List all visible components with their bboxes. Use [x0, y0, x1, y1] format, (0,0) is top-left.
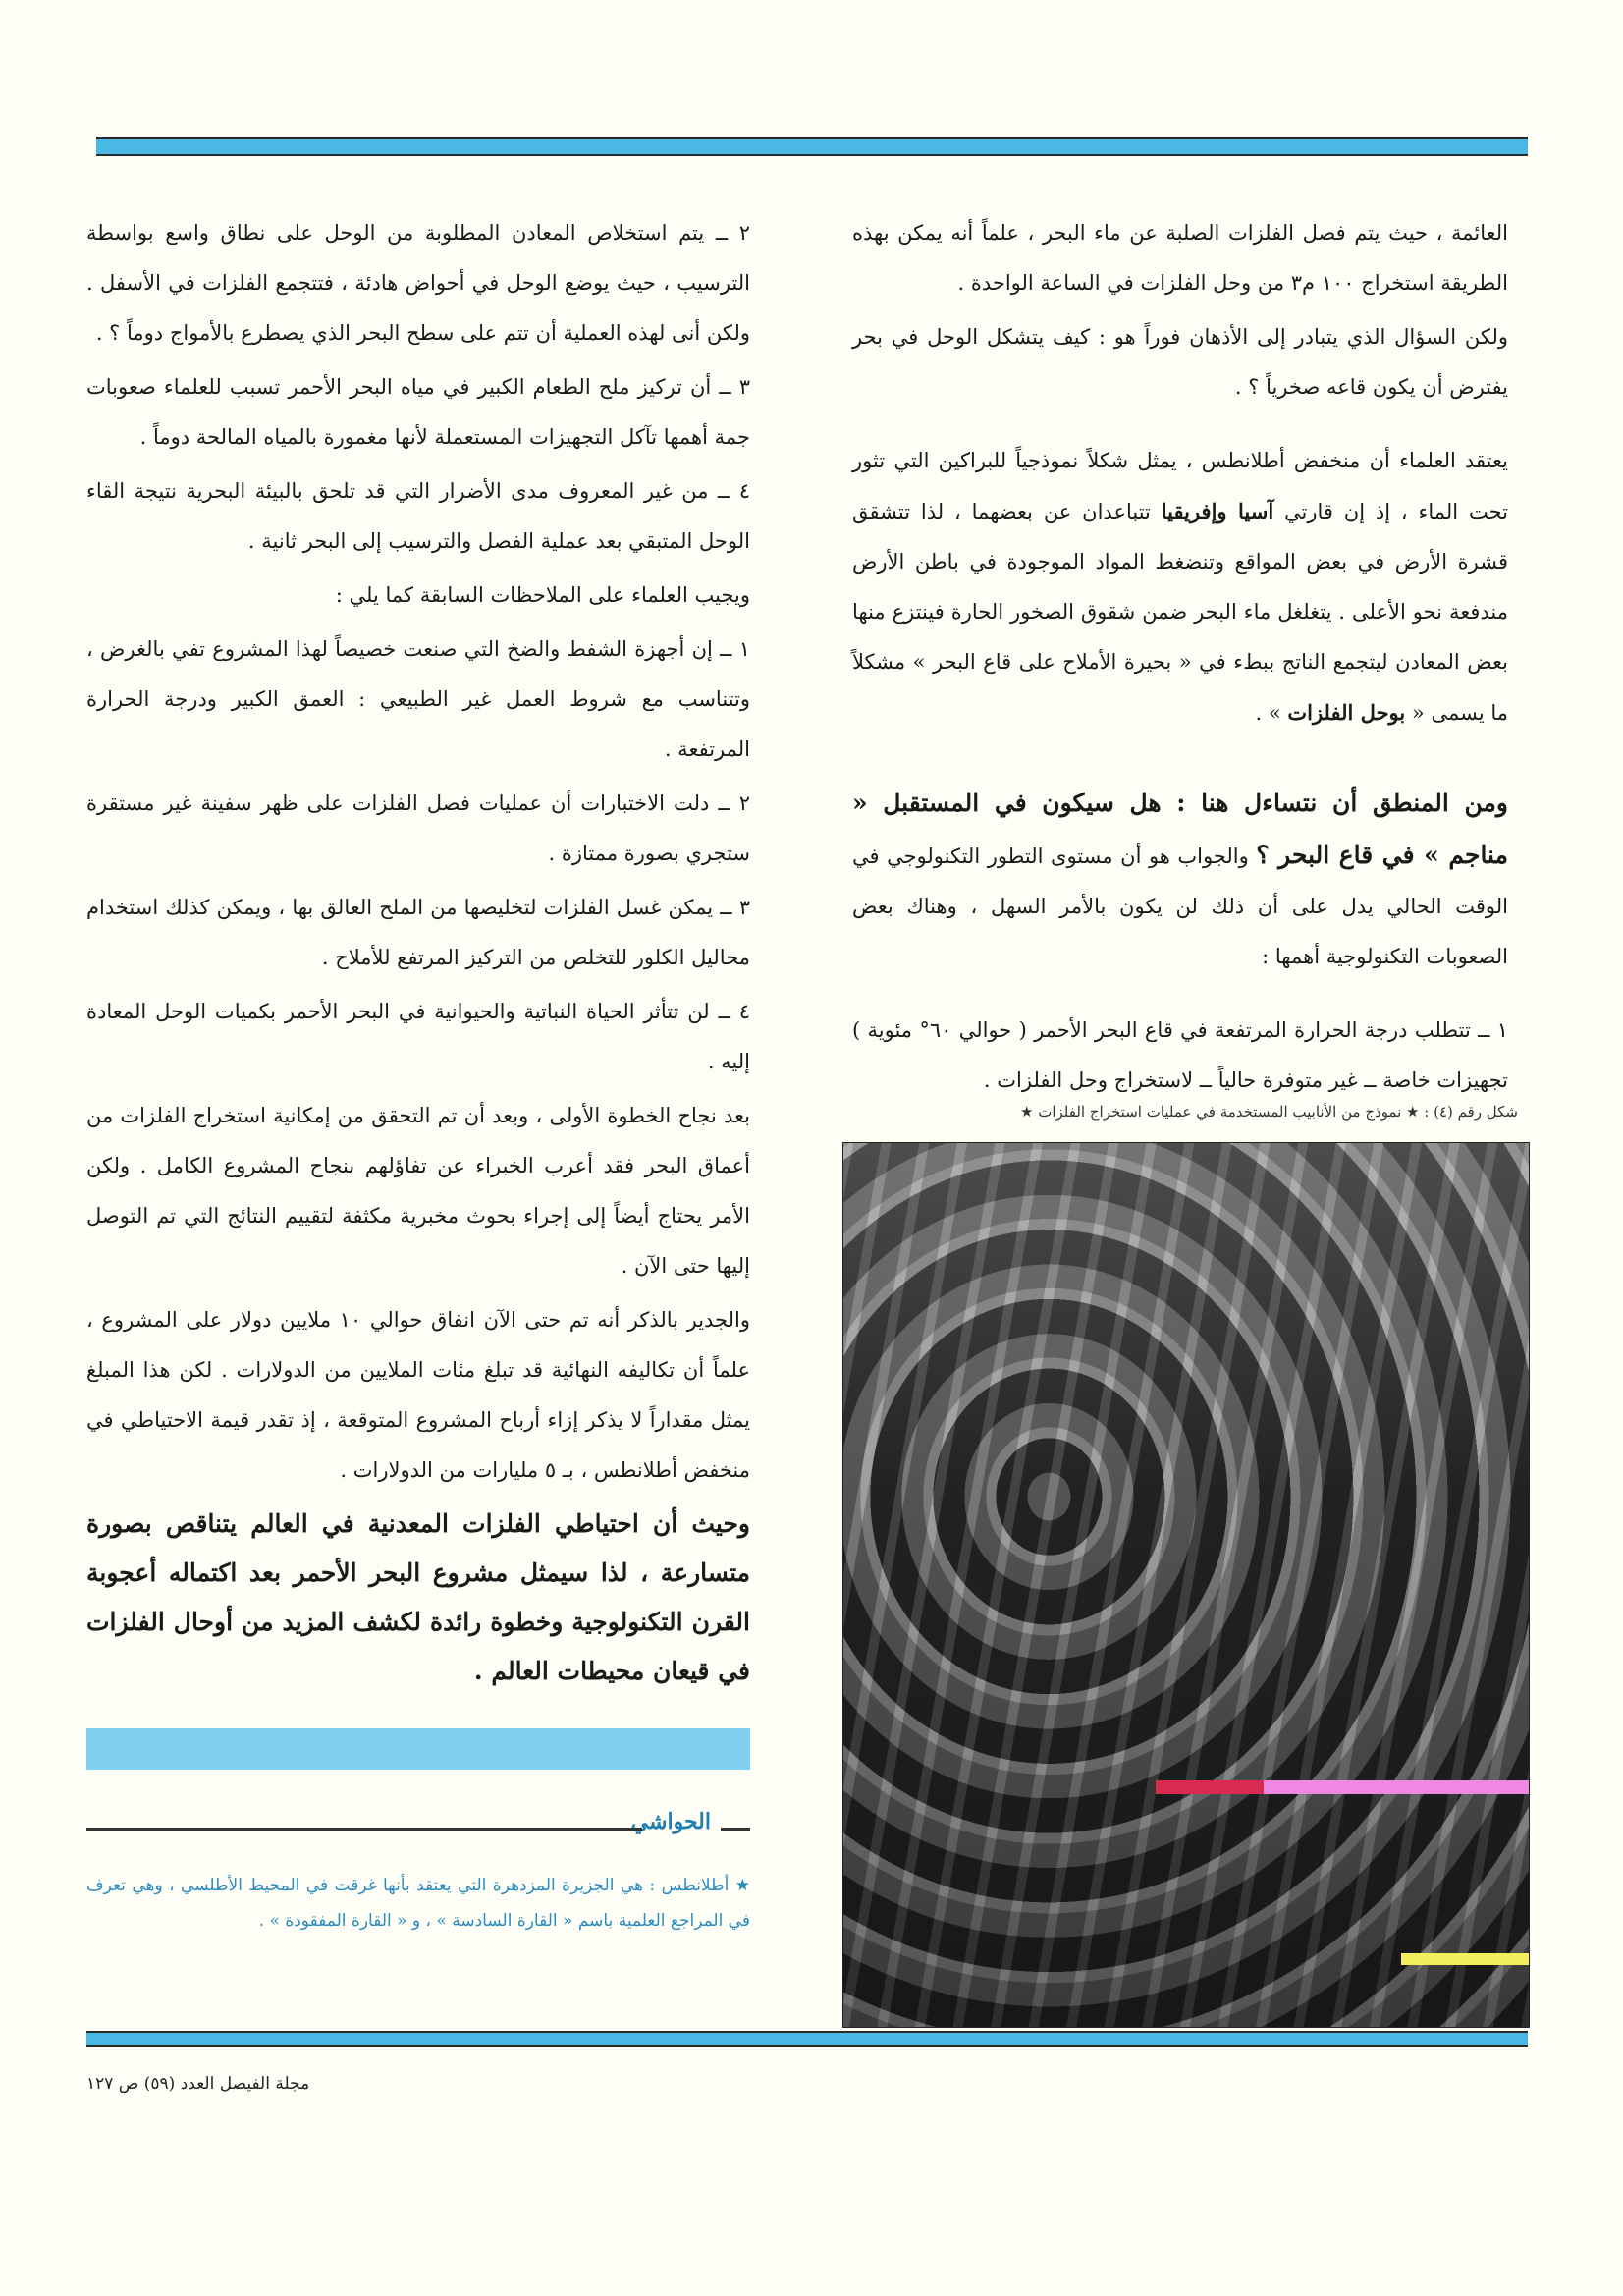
- divider: [86, 1828, 642, 1831]
- paragraph: ٣ ــ يمكن غسل الفلزات لتخليصها من الملح العالق بها ، ويمكن كذلك استخدام محاليل الكلور للتخلص من التركيز المرتفع للأملاح .: [86, 896, 750, 969]
- text-run: تتباعدان عن بعضهما ، لذا تتشقق قشرة الأرض في بعض المواقع وتنضغط المواد الموجودة في باطن الأرض مندفعة نحو الأعلى . يتغلغل ماء البحر ضمن شقوق الصخور الحارة فينتزع منها بعض المعادن ليتجمع الناتج ببطء في « بحيرة الأملاح على قاع البحر » مشكلاً ما يسمى «: [852, 500, 1508, 725]
- page-folio: مجلة الفيصل العدد (٥٩) ص ١٢٧: [86, 2074, 310, 2094]
- top-rule: [96, 137, 1528, 156]
- color-streak-red: [1156, 1780, 1264, 1794]
- paragraph: ٤ ــ من غير المعروف مدى الأضرار التي قد تلحق بالبيئة البحرية نتيجة القاء الوحل المتبقي بعد عملية الفصل والترسيب إلى البحر ثانية .: [86, 479, 750, 553]
- figure-caption: شكل رقم (٤) : ★ نموذج من الأنابيب المستخدمة في عمليات استخراج الفلزات ★: [1020, 1103, 1518, 1121]
- subheading: ومن المنطق أن نتساءل هنا : هل سيكون في المستقبل « مناجم » في قاع البحر ؟: [852, 789, 1508, 869]
- color-streak: [1156, 1780, 1529, 1794]
- text-run: يعتقد العلماء أن منخفض أطلانطس ، يمثل شكلاً نموذجياً للبراكين التي تثور تحت الماء ، إذ إن قارتي: [852, 449, 1508, 523]
- left-column: [86, 208, 750, 1700]
- closing-paragraph: وحيث أن احتياطي الفلزات المعدنية في العالم يتناقص بصورة متسارعة ، لذا سيمثل مشروع البحر الأحمر بعد اكتماله أعجوبة القرن التكنولوجية وخطوة رائدة لكشف المزيد من أوحال الفلزات في قيعان محيطات العالم .: [86, 1509, 750, 1685]
- right-column: [852, 208, 1508, 1110]
- text-run: والجواب هو أن مستوى التطور التكنولوجي في الوقت الحالي يدل على أن ذلك لن يكون بالأمر السهل ، وهناك بعض الصعوبات التكنولوجية أهمها :: [852, 845, 1508, 968]
- paragraph: ويجيب العلماء على الملاحظات السابقة كما يلي :: [335, 583, 750, 607]
- pipes-photo: [842, 1142, 1530, 2028]
- photo-shading: [843, 1143, 1529, 2027]
- paragraph: بعد نجاح الخطوة الأولى ، وبعد أن تم التحقق من إمكانية استخراج الفلزات من أعماق البحر فقد أعرب الخبراء عن تفاؤلهم بنجاح المشروع الكامل . ولكن الأمر يحتاج أيضاً إلى إجراء بحوث مخبرية مكثفة لتقييم النتائج التي تم التوصل إليها حتى الآن .: [86, 1104, 750, 1278]
- paragraph: ٤ ــ لن تتأثر الحياة النباتية والحيوانية في البحر الأحمر بكميات الوحل المعادة إليه .: [86, 1000, 750, 1073]
- paragraph: ولكن السؤال الذي يتبادر إلى الأذهان فوراً هو : كيف يتشكل الوحل في بحر يفترض أن يكون قاعه صخرياً ؟ .: [852, 325, 1508, 399]
- notes-title: الحواشي: [630, 1809, 711, 1834]
- paragraph: ١ ــ تتطلب درجة الحرارة المرتفعة في قاع البحر الأحمر ( حوالي ٦٠° مئوية ) تجهيزات خاصة ــ غير متوفرة حالياً ــ لاستخراج وحل الفلزات .: [852, 1018, 1508, 1092]
- bold-text: آسيا وإفريقيا: [1161, 499, 1274, 523]
- text-run: » .: [1255, 701, 1288, 725]
- paragraph: ٢ ــ يتم استخلاص المعادن المطلوبة من الوحل على نطاق واسع بواسطة الترسيب ، حيث يوضع الوحل في أحواض هادئة ، فتتجمع الفلزات في الأسفل . ولكن أنى لهذه العملية أن تتم على سطح البحر الذي يصطرع بالأمواج دوماً ؟ .: [86, 221, 750, 345]
- notes-heading: [86, 1809, 750, 1842]
- divider: [721, 1828, 750, 1831]
- paragraph: ٣ ــ أن تركيز ملح الطعام الكبير في مياه البحر الأحمر تسبب للعلماء صعوبات جمة أهمها تآكل التجهيزات المستعملة لأنها مغمورة بالمياه المالحة دوماً .: [86, 375, 750, 449]
- bold-text: بوحل الفلزات: [1287, 700, 1406, 725]
- paragraph: [852, 436, 1508, 738]
- paragraph: ١ ــ إن أجهزة الشفط والضخ التي صنعت خصيصاً لهذا المشروع تفي بالغرض ، وتتناسب مع شروط العمل غير الطبيعي : العمق الكبير ودرجة الحرارة المرتفعة .: [86, 637, 750, 761]
- bottom-rule: [86, 2031, 1528, 2047]
- paragraph: والجدير بالذكر أنه تم حتى الآن انفاق حوالي ١٠ ملايين دولار على المشروع ، علماً أن تكاليفه النهائية قد تبلغ مئات الملايين من الدولارات . لكن هذا المبلغ يمثل مقداراً لا يذكر إزاء أرباح المشروع المتوقعة ، إذ تقدر قيمة الاحتياطي في منخفض أطلانطس ، بـ ٥ مليارات من الدولارات .: [86, 1308, 750, 1482]
- color-streak-yellow: [1401, 1953, 1529, 1965]
- footnote: ★ أطلانطس : هي الجزيرة المزدهرة التي يعتقد بأنها غرقت في المحيط الأطلسي ، وهي تعرف في المراجع العلمية باسم « القارة السادسة » ، و « القارة المفقودة » .: [86, 1876, 750, 1931]
- paragraph: ٢ ــ دلت الاختبارات أن عمليات فصل الفلزات على ظهر سفينة غير مستقرة ستجري بصورة ممتازة .: [86, 792, 750, 865]
- paragraph: العائمة ، حيث يتم فصل الفلزات الصلبة عن ماء البحر ، علماً أنه يمكن بهذه الطريقة استخراج ١٠٠ م٣ من وحل الفلزات في الساعة الواحدة .: [852, 221, 1508, 295]
- paragraph: [852, 778, 1508, 982]
- blue-band: [86, 1728, 750, 1770]
